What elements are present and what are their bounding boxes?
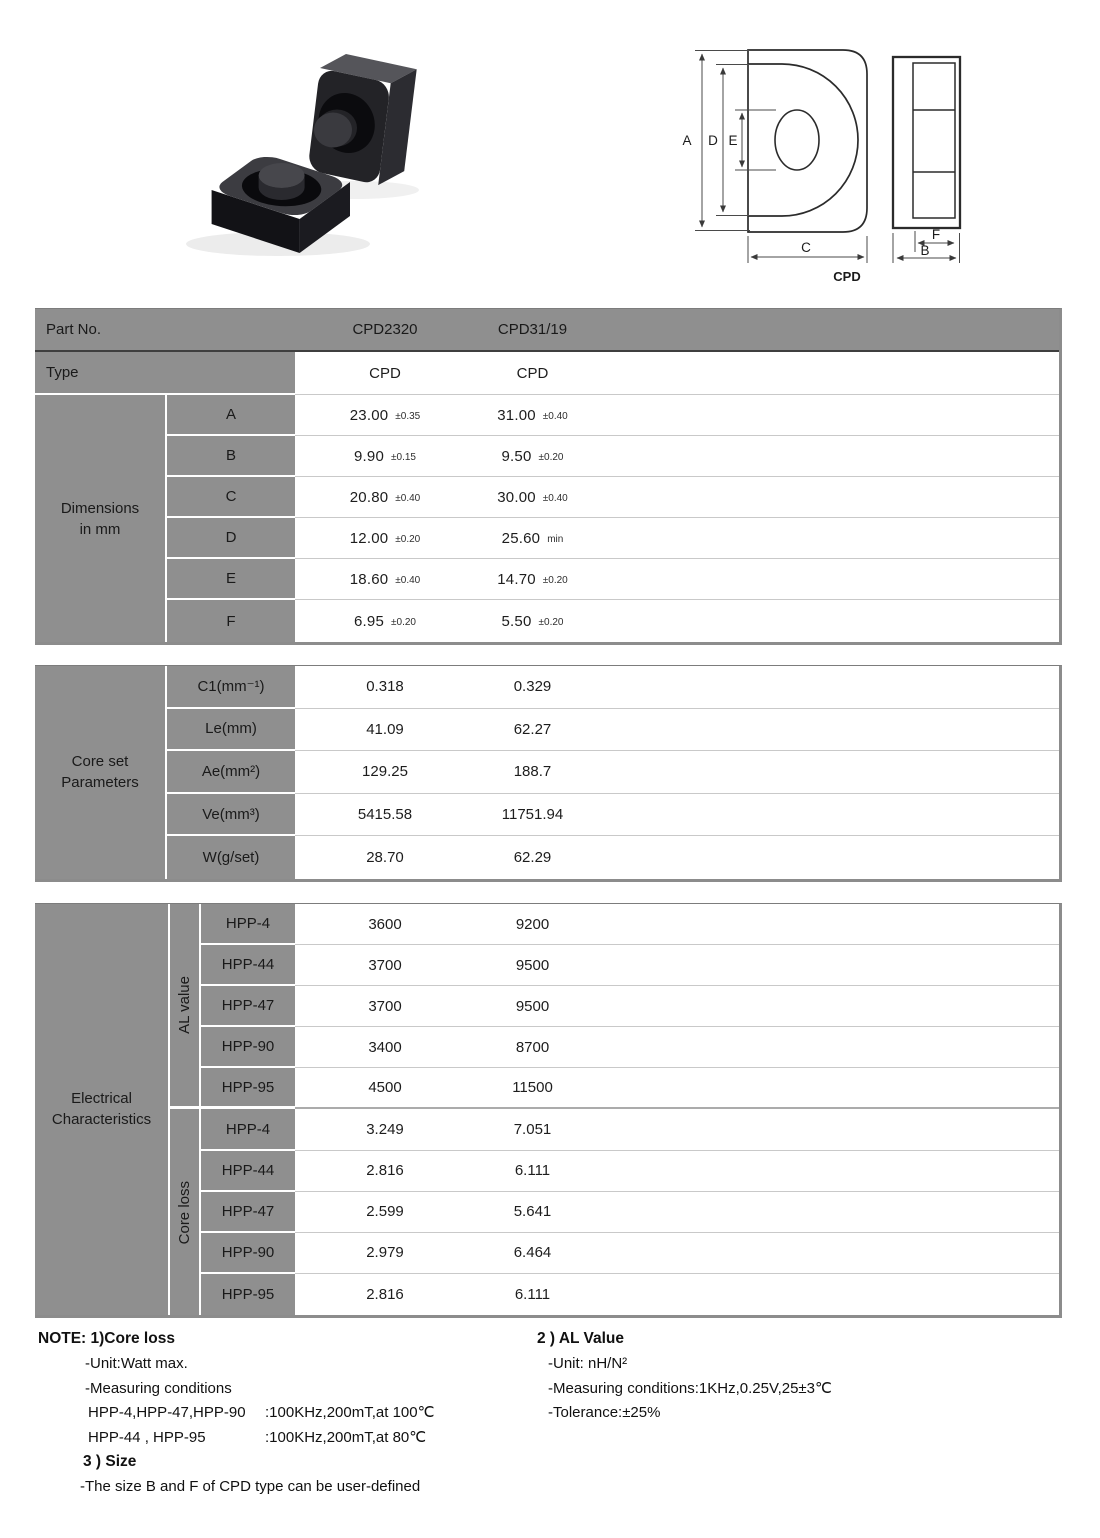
row-filler (590, 395, 1059, 436)
tolerance: ±0.40 (395, 493, 421, 504)
dim-label-d: D (708, 133, 718, 148)
dim-letter: D (165, 518, 295, 559)
material-name: HPP-90 (199, 1233, 295, 1274)
row-filler (590, 436, 1059, 477)
material-name: HPP-44 (199, 945, 295, 986)
drawing-caption: CPD (833, 269, 861, 284)
param-value: 28.70 (295, 836, 475, 879)
al-value-vertical-text: AL value (176, 976, 193, 1035)
part-number-col2: CPD31/19 (475, 309, 590, 352)
param-name: W(g/set) (165, 836, 295, 879)
core-params-label-line2: Parameters (61, 774, 139, 792)
row-filler (590, 836, 1059, 879)
param-value: 41.09 (295, 709, 475, 752)
note-size-title: 3 ) Size (83, 1453, 137, 1470)
core-loss-group-label (168, 1109, 199, 1314)
row-filler (590, 559, 1059, 600)
dim-letter: B (165, 436, 295, 477)
row-filler (590, 666, 1059, 709)
material-name: HPP-4 (199, 1109, 295, 1150)
dimensions-label (35, 395, 165, 642)
note-condition-row (88, 1401, 434, 1426)
param-name: Ae(mm²) (165, 751, 295, 794)
note-line: -Unit:Watt max. (85, 1355, 188, 1372)
row-filler (590, 1274, 1059, 1315)
type-label: Type (35, 352, 295, 395)
value: 18.60 (349, 570, 389, 588)
material-name: HPP-95 (199, 1274, 295, 1315)
dim-value (475, 436, 590, 477)
param-value: 5415.58 (295, 794, 475, 837)
dim-letter: A (165, 395, 295, 436)
spec-table (35, 308, 1062, 645)
value: 20.80 (349, 488, 389, 506)
row-filler (590, 1027, 1059, 1068)
note-condition-row (88, 1426, 434, 1451)
note-al-value-title: 2 ) AL Value (537, 1330, 625, 1347)
row-filler (590, 1109, 1059, 1150)
core-loss-value: 2.816 (295, 1274, 475, 1315)
value: 9.90 (354, 447, 385, 465)
dim-value (475, 600, 590, 642)
al-value: 3600 (295, 904, 475, 945)
al-value: 3700 (295, 945, 475, 986)
dim-letter: F (165, 600, 295, 642)
dim-value (295, 395, 475, 436)
note-line: -The size B and F of CPD type can be user-defined (80, 1478, 421, 1495)
al-value: 9500 (475, 945, 590, 986)
core-loss-vertical-text: Core loss (176, 1180, 193, 1244)
part-number-col1: CPD2320 (295, 309, 475, 352)
param-value: 62.27 (475, 709, 590, 752)
param-value: 129.25 (295, 751, 475, 794)
note-line: -Measuring conditions (85, 1379, 232, 1397)
tolerance: ±0.40 (542, 493, 568, 504)
dim-label-a: A (682, 133, 692, 148)
row-filler (590, 709, 1059, 752)
condition-materials: HPP-4,HPP-47,HPP-90 (88, 1404, 246, 1421)
dim-value (295, 559, 475, 600)
core-loss-value: 6.111 (475, 1274, 590, 1315)
row-filler (590, 1192, 1059, 1233)
al-value: 3700 (295, 986, 475, 1027)
material-name: HPP-47 (199, 1192, 295, 1233)
dimensions-label-line2: in mm (79, 520, 121, 538)
type-value-col1: CPD (295, 352, 475, 395)
dim-value (295, 477, 475, 518)
dim-value (295, 600, 475, 642)
note-al-value (537, 1326, 832, 1426)
al-value: 11500 (475, 1068, 590, 1109)
core-params-label (35, 666, 165, 879)
header-filler (590, 309, 1059, 352)
al-value: 9500 (475, 986, 590, 1027)
row-filler (590, 751, 1059, 794)
value: 30.00 (497, 488, 536, 506)
value: 31.00 (497, 406, 536, 424)
param-name: Ve(mm³) (165, 794, 295, 837)
param-value: 0.329 (475, 666, 590, 709)
core-loss-value: 5.641 (475, 1192, 590, 1233)
param-value: 11751.94 (475, 794, 590, 837)
core-params-table (35, 665, 1062, 882)
dimensions-label-line1: Dimensions (60, 499, 140, 517)
condition-spec: :100KHz,200mT,at 100℃ (265, 1404, 435, 1421)
value: 14.70 (497, 570, 536, 588)
value: 6.95 (354, 612, 385, 630)
al-value: 8700 (475, 1027, 590, 1068)
note-size (80, 1449, 420, 1500)
param-value: 188.7 (475, 751, 590, 794)
tolerance: ±0.20 (538, 452, 564, 463)
value: 9.50 (501, 447, 532, 465)
material-name: HPP-4 (199, 904, 295, 945)
param-value: 0.318 (295, 666, 475, 709)
row-filler (590, 518, 1059, 559)
row-filler (590, 600, 1059, 642)
al-value: 9200 (475, 904, 590, 945)
row-filler (590, 794, 1059, 837)
tolerance: ±0.20 (395, 534, 421, 545)
dim-letter: C (165, 477, 295, 518)
row-filler (590, 904, 1059, 945)
row-filler (590, 1233, 1059, 1274)
core-loss-value: 2.816 (295, 1151, 475, 1192)
dim-label-f: F (931, 227, 941, 242)
material-name: HPP-44 (199, 1151, 295, 1192)
tolerance: ±0.20 (542, 575, 568, 586)
side-view (893, 57, 960, 228)
row-filler (590, 1151, 1059, 1192)
material-name: HPP-90 (199, 1027, 295, 1068)
core-half-standing (308, 54, 417, 185)
tolerance: ±0.40 (542, 411, 568, 422)
value: 12.00 (349, 529, 389, 547)
product-photo (140, 40, 480, 290)
part-no-label: Part No. (35, 309, 295, 352)
tolerance: ±0.35 (395, 411, 421, 422)
value: 25.60 (501, 529, 541, 547)
dimension-lines (695, 51, 867, 264)
note-core-loss-title: NOTE: 1)Core loss (38, 1330, 175, 1347)
tolerance: ±0.15 (391, 452, 416, 463)
tolerance: ±0.20 (538, 617, 564, 628)
dim-letter: E (165, 559, 295, 600)
row-filler (590, 477, 1059, 518)
core-loss-value: 7.051 (475, 1109, 590, 1150)
material-name: HPP-47 (199, 986, 295, 1027)
note-line: -Unit: nH/N² (548, 1355, 628, 1372)
electrical-label-line1: Electrical (71, 1090, 132, 1108)
param-name: Le(mm) (165, 709, 295, 752)
dim-value (475, 559, 590, 600)
electrical-label (35, 904, 168, 1315)
core-params-label-line1: Core set (71, 753, 129, 771)
type-value-col2: CPD (475, 352, 590, 395)
row-filler (590, 352, 1059, 395)
al-value: 3400 (295, 1027, 475, 1068)
dim-value (475, 395, 590, 436)
tolerance: ±0.20 (391, 617, 416, 628)
param-value: 62.29 (475, 836, 590, 879)
dim-label-c: C (801, 240, 811, 255)
technical-drawing (660, 30, 1080, 290)
al-value-group-label (168, 904, 199, 1109)
tolerance: min (547, 534, 564, 545)
condition-materials: HPP-44 , HPP-95 (88, 1428, 206, 1446)
param-name: C1(mm⁻¹) (165, 666, 295, 709)
row-filler (590, 986, 1059, 1027)
dim-value (475, 518, 590, 559)
core-loss-value: 6.111 (475, 1151, 590, 1192)
electrical-table (35, 903, 1062, 1318)
value: 23.00 (349, 406, 389, 424)
core-loss-value: 3.249 (295, 1109, 475, 1150)
row-filler (590, 1068, 1059, 1109)
material-name: HPP-95 (199, 1068, 295, 1109)
note-core-loss (38, 1326, 434, 1450)
al-value: 4500 (295, 1068, 475, 1109)
dim-value (475, 477, 590, 518)
core-loss-value: 2.599 (295, 1192, 475, 1233)
dim-value (295, 436, 475, 477)
dim-label-e: E (728, 133, 738, 148)
note-line: -Tolerance:±25% (548, 1404, 661, 1421)
front-view (748, 50, 867, 232)
core-loss-value: 6.464 (475, 1233, 590, 1274)
dim-value (295, 518, 475, 559)
note-line: -Measuring conditions:1KHz,0.25V,25±3℃ (548, 1379, 832, 1397)
value: 5.50 (501, 612, 532, 630)
tolerance: ±0.40 (395, 575, 421, 586)
dim-label-b: B (920, 243, 930, 258)
condition-spec: :100KHz,200mT,at 80℃ (265, 1428, 427, 1446)
row-filler (590, 945, 1059, 986)
core-loss-value: 2.979 (295, 1233, 475, 1274)
electrical-label-line2: Characteristics (51, 1111, 152, 1129)
